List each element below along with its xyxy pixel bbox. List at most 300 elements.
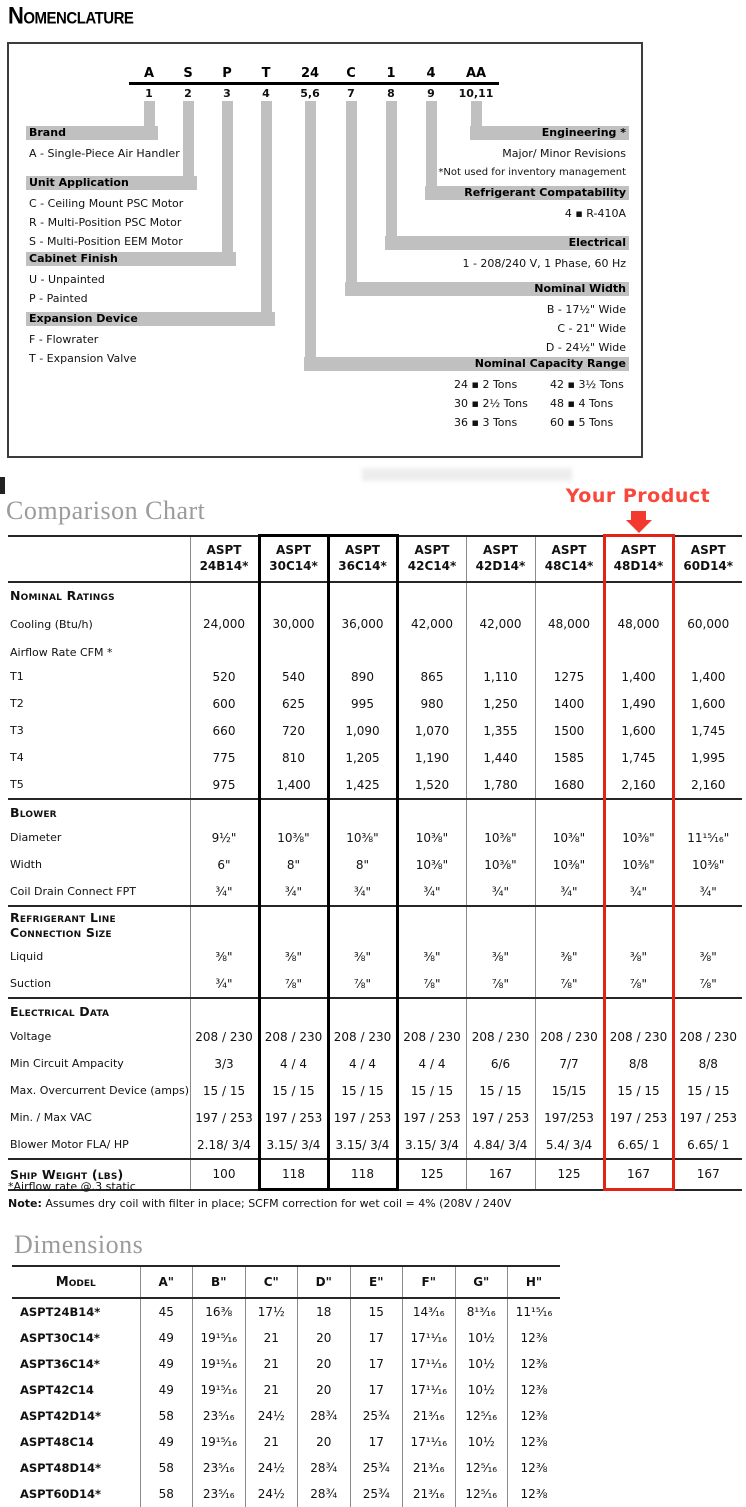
- cell: 197/253: [535, 1104, 604, 1131]
- column-header-aspt-48c14: [535, 536, 604, 583]
- group-line-nominal-width: B - 17½" Wide: [546, 303, 626, 316]
- cell: ⅜": [604, 943, 673, 970]
- row-label: Max. Overcurrent Device (amps): [10, 1084, 189, 1097]
- row-label-line1: Refrigerant Line: [10, 910, 116, 925]
- cell: 11¹⁵⁄₁₆": [673, 824, 742, 851]
- cell: 10⅜": [466, 851, 535, 878]
- dim-cell: 17¹¹⁄₁₆: [403, 1429, 456, 1455]
- comparison-table: [8, 534, 742, 1191]
- cell: 24,000: [190, 607, 259, 641]
- cell: 720: [259, 717, 328, 744]
- dim-cell: 24½: [245, 1403, 298, 1429]
- dim-model-name: ASPT24B14*: [20, 1305, 101, 1319]
- cell: 1,600: [604, 717, 673, 744]
- group-line-nominal-width: C - 21" Wide: [557, 322, 626, 335]
- group-title-nominal-capacity-range: Nominal Capacity Range: [304, 357, 629, 371]
- table-row-max-overcurrent-device-amps: [8, 1077, 742, 1104]
- dim-cell: 21³⁄₁₆: [403, 1403, 456, 1429]
- cell: ¾": [328, 878, 397, 906]
- model-name-line2: 36C14*: [338, 559, 387, 573]
- column-header-aspt-60d14: [673, 536, 742, 583]
- dim-cell: 49: [140, 1325, 193, 1351]
- cell: ⅜": [328, 943, 397, 970]
- dim-row-aspt36c14: [12, 1351, 560, 1377]
- group-line-electrical: 1 - 208/240 V, 1 Phase, 60 Hz: [462, 257, 626, 270]
- table-row-min-circuit-ampacity: [8, 1050, 742, 1077]
- dim-column-header: E": [350, 1266, 403, 1298]
- model-code-digit: 5,6: [300, 87, 320, 100]
- dim-cell: 17: [350, 1429, 403, 1455]
- cell: 118: [259, 1159, 328, 1190]
- group-line-unit-application: R - Multi-Position PSC Motor: [29, 216, 182, 229]
- column-header-aspt-42c14: [397, 536, 466, 583]
- dim-cell: 12⅜: [508, 1429, 561, 1455]
- your-product-callout: Your Product: [565, 485, 711, 507]
- model-name-line1: ASPT: [345, 543, 380, 558]
- model-name-line1: ASPT: [483, 543, 518, 558]
- row-label: T2: [10, 697, 24, 710]
- dim-model-name: ASPT48D14*: [20, 1461, 102, 1475]
- dim-cell: 12⅜: [508, 1403, 561, 1429]
- dim-column-header: D": [298, 1266, 351, 1298]
- row-label: Cooling (Btu/h): [10, 617, 93, 631]
- dim-cell: 21³⁄₁₆: [403, 1481, 456, 1507]
- model-code-letter: 1: [386, 66, 396, 81]
- cell: [259, 582, 328, 607]
- model-code-letter: T: [261, 66, 271, 81]
- cell: 865: [397, 663, 466, 690]
- cell: ⅞": [466, 970, 535, 998]
- cell: [397, 582, 466, 607]
- dim-cell: 17½: [245, 1298, 298, 1325]
- dimensions-table: [12, 1265, 560, 1507]
- row-label: Voltage: [10, 1030, 52, 1043]
- cell: [673, 799, 742, 824]
- cell: [466, 998, 535, 1023]
- cell: 5.4/ 3/4: [535, 1131, 604, 1159]
- group-line-nominal-capacity-range: [454, 375, 626, 394]
- cell: 3.15/ 3/4: [259, 1131, 328, 1159]
- dim-column-header: F": [403, 1266, 456, 1298]
- cell: 1,745: [604, 744, 673, 771]
- model-code-digit: 4: [262, 87, 270, 100]
- cell: 4.84/ 3/4: [466, 1131, 535, 1159]
- cell: 1500: [535, 717, 604, 744]
- table-row-suction: [8, 970, 742, 998]
- table-row-diameter: [8, 824, 742, 851]
- group-line-nominal-width: D - 24½" Wide: [545, 341, 626, 354]
- dim-column-header: B": [193, 1266, 246, 1298]
- connector-bar: [222, 101, 233, 266]
- cell: 3.15/ 3/4: [397, 1131, 466, 1159]
- cell: ⅜": [535, 943, 604, 970]
- cell: 100: [190, 1159, 259, 1190]
- cell: 1,745: [673, 717, 742, 744]
- cell: 15/15: [535, 1077, 604, 1104]
- cell: 775: [190, 744, 259, 771]
- dim-cell: 24½: [245, 1481, 298, 1507]
- scan-edge-artifact: [0, 477, 5, 494]
- model-code-letter: 4: [426, 66, 436, 81]
- cell: 4 / 4: [328, 1050, 397, 1077]
- cell: 1,400: [604, 663, 673, 690]
- cell: 15 / 15: [328, 1077, 397, 1104]
- group-title-cabinet-finish: Cabinet Finish: [26, 252, 236, 266]
- dim-row-aspt42d14: [12, 1403, 560, 1429]
- dim-row-aspt30c14: [12, 1325, 560, 1351]
- dim-cell: 25¾: [350, 1403, 403, 1429]
- cell: 10⅜": [328, 824, 397, 851]
- dim-cell: 12⁵⁄₁₆: [455, 1403, 508, 1429]
- cell: [673, 998, 742, 1023]
- model-code-letter: 24: [300, 66, 320, 81]
- airflow-footnote: *Airflow rate @.3 static: [8, 1180, 136, 1193]
- cell: ⅞": [673, 970, 742, 998]
- column-header-aspt-48d14: [604, 536, 673, 583]
- cell: ¾": [259, 878, 328, 906]
- dim-cell: 49: [140, 1351, 193, 1377]
- cell: 660: [190, 717, 259, 744]
- cell: 1,070: [397, 717, 466, 744]
- row-label-line2: Connection Size: [10, 925, 112, 940]
- cell: [466, 906, 535, 943]
- dim-cell: 17¹¹⁄₁₆: [403, 1377, 456, 1403]
- cell: [397, 641, 466, 663]
- cell: 167: [466, 1159, 535, 1190]
- cell: [604, 582, 673, 607]
- cell: 167: [673, 1159, 742, 1190]
- table-row-t2: [8, 690, 742, 717]
- cell: 8": [328, 851, 397, 878]
- table-row-coil-drain-connect-fpt: [8, 878, 742, 906]
- group-line-expansion-device: F - Flowrater: [29, 333, 99, 346]
- model-name-line1: ASPT: [206, 543, 242, 558]
- cell: ⅜": [259, 943, 328, 970]
- cell: 4 / 4: [397, 1050, 466, 1077]
- model-code-letter: AA: [465, 66, 487, 81]
- model-name-line1: ASPT: [276, 543, 311, 558]
- cell: 197 / 253: [397, 1104, 466, 1131]
- group-title-unit-application: Unit Application: [26, 176, 197, 190]
- dim-cell: 20: [298, 1325, 351, 1351]
- cell: ⅜": [190, 943, 259, 970]
- cell: [604, 641, 673, 663]
- cell: [535, 799, 604, 824]
- cell: ¾": [190, 878, 259, 906]
- cell: 197 / 253: [259, 1104, 328, 1131]
- cell: 1,425: [328, 771, 397, 799]
- dim-cell: 20: [298, 1377, 351, 1403]
- cell: [328, 799, 397, 824]
- dim-cell: 16⅜: [193, 1298, 246, 1325]
- cell: 8": [259, 851, 328, 878]
- cell: ⅞": [604, 970, 673, 998]
- cell: 6": [190, 851, 259, 878]
- model-code-letter: S: [183, 66, 193, 81]
- cell: 197 / 253: [604, 1104, 673, 1131]
- dim-cell: 58: [140, 1481, 193, 1507]
- model-name-line1: ASPT: [690, 543, 726, 558]
- dim-cell: 25¾: [350, 1455, 403, 1481]
- connector-bar: [386, 101, 397, 250]
- dim-cell: 58: [140, 1455, 193, 1481]
- model-name-line1: ASPT: [414, 543, 450, 558]
- table-row-t5: [8, 771, 742, 799]
- cell: 15 / 15: [604, 1077, 673, 1104]
- group-title-electrical: Electrical: [385, 236, 629, 250]
- cell: [397, 906, 466, 943]
- group-line-unit-application: C - Ceiling Mount PSC Motor: [29, 197, 184, 210]
- dim-cell: 10½: [455, 1351, 508, 1377]
- cell: ¾": [190, 970, 259, 998]
- cell: 197 / 253: [466, 1104, 535, 1131]
- cell: 15 / 15: [466, 1077, 535, 1104]
- dim-cell: 21: [245, 1351, 298, 1377]
- cell: ¾": [535, 878, 604, 906]
- table-row-blower: [8, 799, 742, 824]
- dim-cell: 17: [350, 1351, 403, 1377]
- cell: 2,160: [604, 771, 673, 799]
- cell: ⅞": [397, 970, 466, 998]
- cell: 1,400: [673, 663, 742, 690]
- cell: ⅜": [466, 943, 535, 970]
- table-row-t4: [8, 744, 742, 771]
- cell: 520: [190, 663, 259, 690]
- group-line-refrigerant-compatability: 4 ▪ R-410A: [564, 207, 626, 220]
- dim-cell: 20: [298, 1429, 351, 1455]
- group-line-unit-application: S - Multi-Position EEM Motor: [29, 235, 183, 248]
- table-row-voltage: [8, 1023, 742, 1050]
- cell: 3/3: [190, 1050, 259, 1077]
- model-code-digit: 9: [427, 87, 435, 100]
- dim-model-name: ASPT60D14*: [12, 1481, 140, 1507]
- cell: 600: [190, 690, 259, 717]
- table-row-liquid: [8, 943, 742, 970]
- cell: 42,000: [466, 607, 535, 641]
- dim-cell: 49: [140, 1429, 193, 1455]
- dim-row-aspt24b14: [12, 1298, 560, 1325]
- cell: [535, 641, 604, 663]
- cell: 980: [397, 690, 466, 717]
- cell: [259, 799, 328, 824]
- cell: 1,600: [673, 690, 742, 717]
- cell: 60,000: [673, 607, 742, 641]
- dim-cell: 12⅜: [508, 1377, 561, 1403]
- dim-cell: 19¹⁵⁄₁₆: [193, 1351, 246, 1377]
- dim-cell: 12⁵⁄₁₆: [455, 1481, 508, 1507]
- dim-cell: 19¹⁵⁄₁₆: [193, 1377, 246, 1403]
- dim-cell: 10½: [455, 1377, 508, 1403]
- model-code-digit: 10,11: [458, 87, 494, 100]
- model-name-line2: 42C14*: [407, 558, 457, 573]
- dim-cell: 23⁵⁄₁₆: [193, 1455, 246, 1481]
- cell: [604, 998, 673, 1023]
- row-label: Suction: [10, 977, 52, 990]
- table-row-nominal-ratings: [8, 582, 742, 607]
- column-header-aspt-30c14: [259, 536, 328, 583]
- cell: [328, 906, 397, 943]
- cell: 1,190: [397, 744, 466, 771]
- cell: 1,400: [259, 771, 328, 799]
- cell: 2,160: [673, 771, 742, 799]
- cell: [328, 641, 397, 663]
- cell: [190, 582, 259, 607]
- cell: [328, 582, 397, 607]
- table-row-t3: [8, 717, 742, 744]
- row-label: T5: [10, 778, 24, 791]
- dim-cell: 15: [350, 1298, 403, 1325]
- cell: 30,000: [259, 607, 328, 641]
- cell: [466, 641, 535, 663]
- dim-cell: 25¾: [350, 1481, 403, 1507]
- cell: ¾": [673, 878, 742, 906]
- scan-smudge-artifact: [362, 468, 572, 481]
- cell: [673, 906, 742, 943]
- cell: 540: [259, 663, 328, 690]
- cell: [397, 799, 466, 824]
- row-label: Min. / Max VAC: [10, 1111, 92, 1124]
- dim-cell: 19¹⁵⁄₁₆: [193, 1429, 246, 1455]
- dim-cell: 10½: [455, 1429, 508, 1455]
- cell: 42,000: [397, 607, 466, 641]
- model-name-line2: 42D14*: [475, 558, 526, 573]
- dim-cell: 21³⁄₁₆: [403, 1455, 456, 1481]
- table-row-width: [8, 851, 742, 878]
- group-line-nominal-capacity-range: [454, 394, 626, 413]
- dim-cell: 17: [350, 1377, 403, 1403]
- dim-cell: 12⅜: [508, 1481, 561, 1507]
- dimensions-header-row: [12, 1266, 560, 1298]
- row-label: T3: [10, 724, 24, 737]
- dim-cell: 49: [140, 1377, 193, 1403]
- cell: [604, 906, 673, 943]
- cell: 48,000: [604, 607, 673, 641]
- nomenclature-heading: Nomenclature: [8, 2, 134, 30]
- dim-model-name: ASPT30C14*: [20, 1331, 100, 1345]
- cell: 625: [259, 690, 328, 717]
- note-text: Assumes dry coil with filter in place; SCFM correction for wet coil = 4% (208V / 240V: [41, 1197, 512, 1210]
- comparison-chart-heading: Comparison Chart: [6, 496, 206, 525]
- nomenclature-diagram: [7, 42, 643, 458]
- model-code-digit: 3: [223, 87, 231, 100]
- model-name-line1: ASPT: [621, 543, 656, 558]
- note-label: Note:: [8, 1197, 42, 1210]
- cell: [328, 998, 397, 1023]
- model-name-line2: 48D14*: [613, 559, 664, 573]
- dim-cell: 12⁵⁄₁₆: [455, 1455, 508, 1481]
- model-name-line2: 48C14*: [544, 558, 594, 573]
- cell: 1,355: [466, 717, 535, 744]
- row-label: Nominal Ratings: [8, 582, 190, 607]
- cell: ¾": [604, 878, 673, 906]
- dim-cell: 21: [245, 1325, 298, 1351]
- cell: 6.65/ 1: [604, 1131, 673, 1159]
- cell: 10⅜": [673, 851, 742, 878]
- row-label: Blower Motor FLA/ HP: [10, 1138, 129, 1151]
- cell: 1400: [535, 690, 604, 717]
- cell: 125: [397, 1159, 466, 1190]
- dim-cell: 24½: [245, 1455, 298, 1481]
- cell: 1680: [535, 771, 604, 799]
- cell: 208 / 230: [535, 1023, 604, 1050]
- cell: [190, 998, 259, 1023]
- group-line-nominal-capacity-range: [454, 413, 626, 432]
- cell: 208 / 230: [604, 1023, 673, 1050]
- group-title-refrigerant-compatability: Refrigerant Compatability: [425, 186, 629, 200]
- cell: 10⅜": [604, 824, 673, 851]
- cell: 1,110: [466, 663, 535, 690]
- cell: 1,520: [397, 771, 466, 799]
- connector-bar: [261, 101, 272, 326]
- cell: 15 / 15: [673, 1077, 742, 1104]
- cell: 810: [259, 744, 328, 771]
- row-label: [8, 906, 190, 943]
- group-line-cabinet-finish: P - Painted: [29, 292, 88, 305]
- cell: 2.18/ 3/4: [190, 1131, 259, 1159]
- dim-column-header: Model: [12, 1266, 140, 1298]
- cell: 1,780: [466, 771, 535, 799]
- dim-cell: 23⁵⁄₁₆: [193, 1403, 246, 1429]
- model-name-line2: 60D14*: [683, 558, 734, 573]
- group-line-cabinet-finish: U - Unpainted: [29, 273, 105, 286]
- connector-bar: [346, 101, 357, 296]
- dim-cell: 20: [298, 1351, 351, 1377]
- cell: 208 / 230: [328, 1023, 397, 1050]
- cell: 10⅜": [259, 824, 328, 851]
- cell: ¾": [397, 878, 466, 906]
- dim-cell: 21: [245, 1377, 298, 1403]
- row-label: Coil Drain Connect FPT: [10, 885, 136, 898]
- dim-column-header: C": [245, 1266, 298, 1298]
- table-row-blower-motor-fla-hp: [8, 1131, 742, 1159]
- cell: 8/8: [604, 1050, 673, 1077]
- cell: 995: [328, 690, 397, 717]
- cell: [397, 998, 466, 1023]
- cell: 1,090: [328, 717, 397, 744]
- cell: 1275: [535, 663, 604, 690]
- cell: 10⅜": [397, 851, 466, 878]
- row-label: Blower: [8, 799, 190, 824]
- cell: ⅜": [397, 943, 466, 970]
- cell: 3.15/ 3/4: [328, 1131, 397, 1159]
- dim-cell: 28¾: [298, 1403, 351, 1429]
- cell: 197 / 253: [673, 1104, 742, 1131]
- group-title-engineering: Engineering *: [470, 126, 629, 140]
- row-label: T4: [10, 751, 24, 764]
- group-title-brand: Brand: [26, 126, 158, 140]
- model-code-digit: 7: [347, 87, 355, 100]
- cell: 208 / 230: [466, 1023, 535, 1050]
- dim-cell: 45: [140, 1298, 193, 1325]
- cell: ⅞": [259, 970, 328, 998]
- cell: 1,995: [673, 744, 742, 771]
- cell: 6/6: [466, 1050, 535, 1077]
- cell: [673, 582, 742, 607]
- dimensions-heading: Dimensions: [14, 1230, 144, 1259]
- dim-row-aspt48d14: [12, 1455, 560, 1481]
- cell: 208 / 230: [259, 1023, 328, 1050]
- dim-column-header: G": [455, 1266, 508, 1298]
- model-code-letter: P: [222, 66, 232, 81]
- dim-cell: 58: [140, 1403, 193, 1429]
- group-line-expansion-device: T - Expansion Valve: [29, 352, 137, 365]
- column-header-aspt-36c14: [328, 536, 397, 583]
- cell: [190, 799, 259, 824]
- dim-column-header: H": [508, 1266, 561, 1298]
- cell: 208 / 230: [397, 1023, 466, 1050]
- cell: 10⅜": [466, 824, 535, 851]
- cell: 6.65/ 1: [673, 1131, 742, 1159]
